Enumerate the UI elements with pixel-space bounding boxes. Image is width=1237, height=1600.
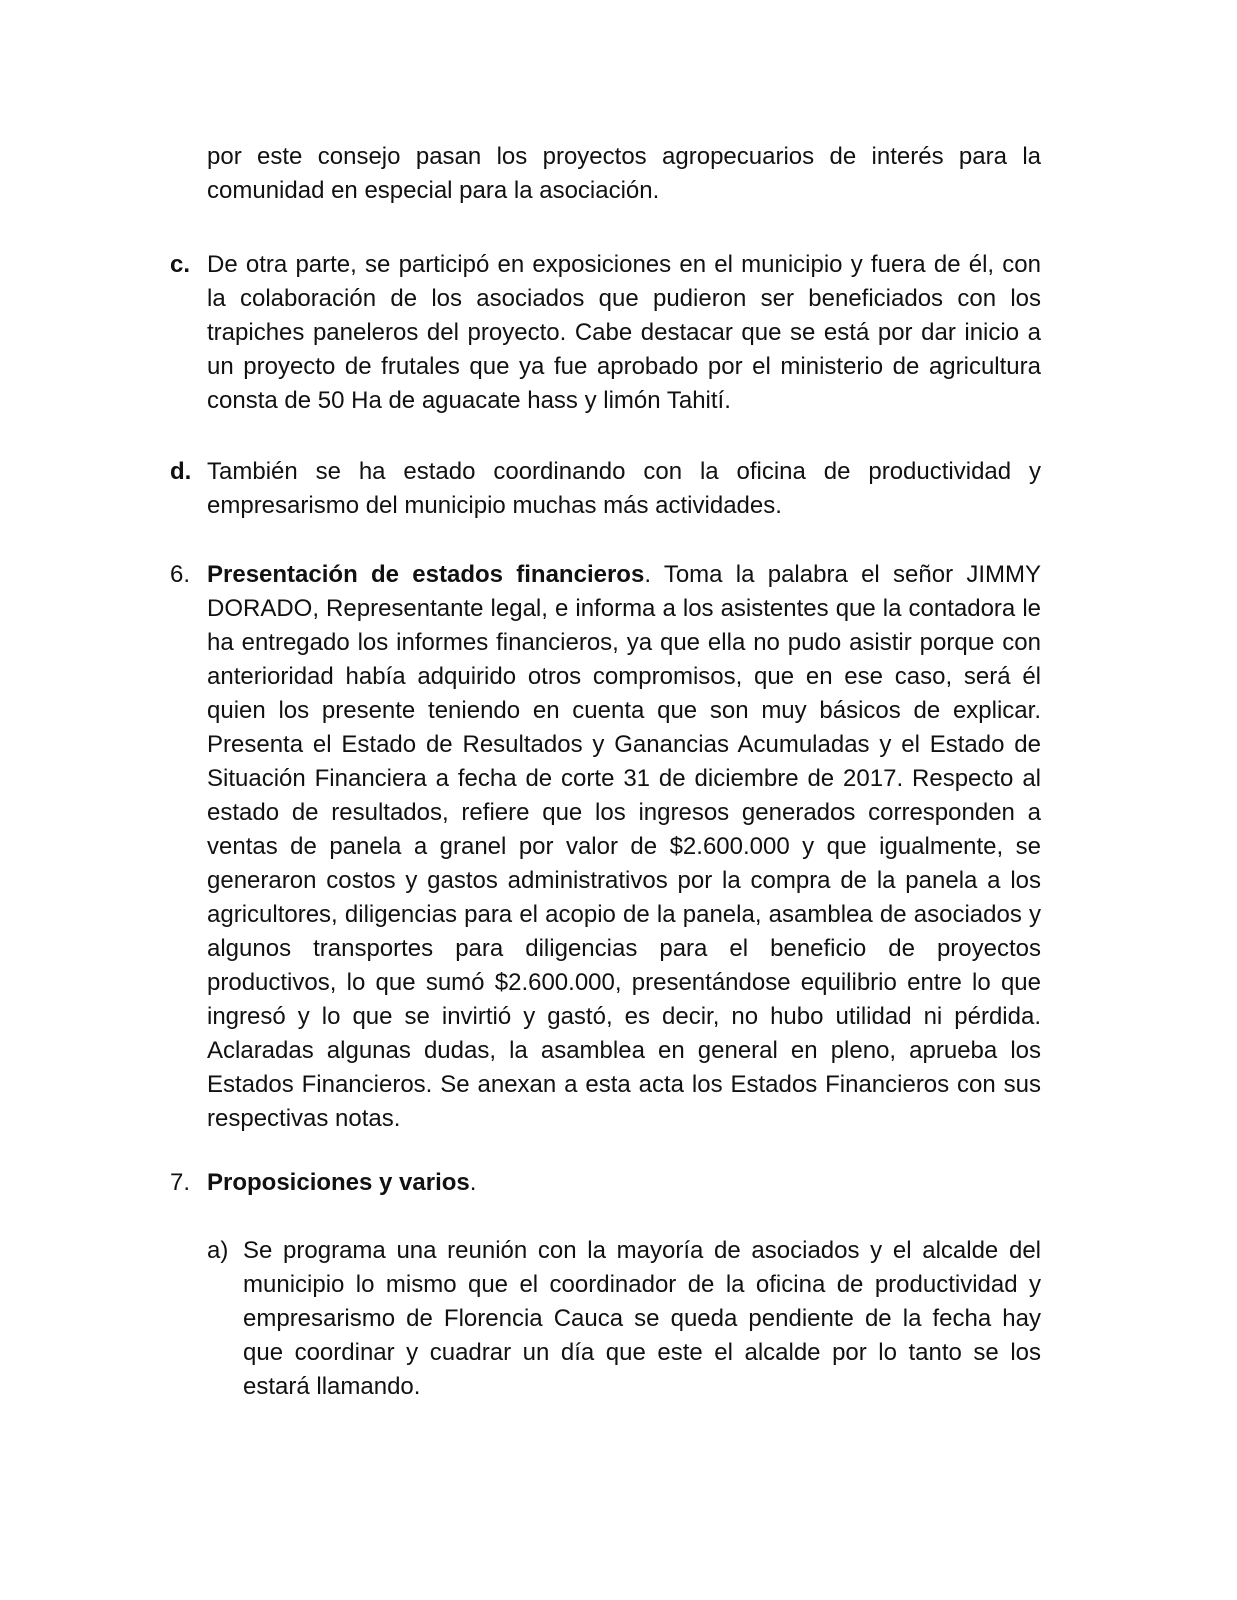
item-6-marker: 6. [170, 561, 191, 588]
item-7-title: Proposiciones y varios [207, 1169, 470, 1196]
item-7-text: . [469, 1169, 477, 1196]
item-7-marker: 7. [170, 1169, 191, 1196]
item-d-paragraph [207, 455, 1041, 523]
item-c-marker: c. [170, 251, 191, 278]
intro-paragraph [207, 140, 1041, 208]
item-7a-paragraph [243, 1234, 1041, 1404]
item-7a-marker: a) [207, 1237, 229, 1264]
item-d-text: También se ha estado coordinando con la oficina de productividad y empresarismo del municipio muchas más actividades. [207, 458, 1041, 519]
item-7-heading [207, 1166, 1041, 1200]
item-6-title: Presentación de estados financieros [207, 561, 645, 588]
item-d-marker: d. [170, 458, 192, 485]
item-6-paragraph [207, 558, 1041, 1136]
item-6-text: . Toma la palabra el señor JIMMY DORADO, Representante legal, e informa a los asistentes que la contadora le ha entregado los informes financieros, ya que ella no pudo asistir porque con anterioridad había adquirido otros compromisos, que en ese caso, será él quien los presente teniendo en cuenta que son muy básicos de explicar. Presenta el Estado de Resultados y Ganancias Acumuladas y el Estado de Situación Financiera a fecha de corte 31 de diciembre de 2017. Respecto al estado de resultados, refiere que los ingresos generados corresponden a ventas de panela a granel por valor de $2.600.000 y que igualmente, se generaron costos y gastos administrativos por la compra de la panela a los agricultores, diligencias para el acopio de la panela, asamblea de asociados y algunos transportes para diligencias para el beneficio de proyectos productivos, lo que sumó $2.600.000, presentándose equilibrio entre lo que ingresó y lo que se invirtió y gastó, es decir, no hubo utilidad ni pérdida. Aclaradas algunas dudas, la asamblea en general en pleno, aprueba los Estados Financieros. Se anexan a esta acta los Estados Financieros con sus respectivas notas. [207, 561, 1042, 1132]
item-c-text: De otra parte, se participó en exposiciones en el municipio y fuera de él, con la colaboración de los asociados que pudieron ser beneficiados con los trapiches paneleros del proyecto. Cabe destacar que se está por dar inicio a un proyecto de frutales que ya fue aprobado por el ministerio de agricultura consta de 50 Ha de aguacate hass y limón Tahití. [207, 251, 1041, 414]
item-c-paragraph [207, 248, 1041, 418]
intro-text: por este consejo pasan los proyectos agropecuarios de interés para la comunidad en especial para la asociación. [207, 143, 1041, 204]
item-7a-text: Se programa una reunión con la mayoría de asociados y el alcalde del municipio lo mismo que el coordinador de la oficina de productividad y empresarismo de Florencia Cauca se queda pendiente de la fecha hay que coordinar y cuadrar un día que este el alcalde por lo tanto se los estará llamando. [243, 1237, 1041, 1400]
